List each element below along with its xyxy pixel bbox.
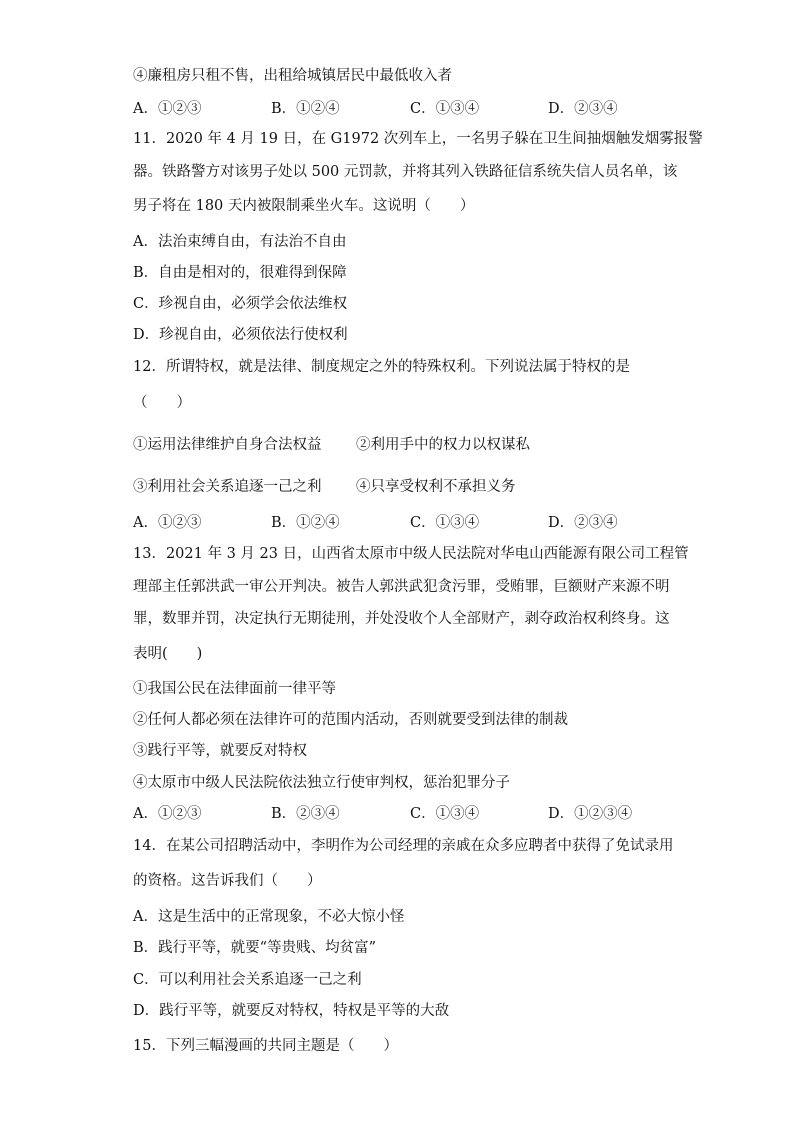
- q11-choice-a[interactable]: A．法治束缚自由，有法治不自由: [133, 234, 347, 250]
- q10-choice-d[interactable]: D．②③④: [548, 101, 618, 117]
- q11-choice-d[interactable]: D．珍视自由，必须依法行使权利: [133, 327, 348, 343]
- q15-stem-line-1: 15．下列三幅漫画的共同主题是（ ）: [133, 1038, 398, 1054]
- q12-item-3: ③利用社会关系追逐一己之利: [133, 479, 322, 495]
- q13-choice-b[interactable]: B．②③④: [271, 806, 340, 822]
- q12-choice-a[interactable]: A．①②③: [133, 515, 202, 531]
- q13-item-4: ④太原市中级人民法院依法独立行使审判权，惩治犯罪分子: [133, 775, 510, 791]
- q13-item-2: ②任何人都必须在法律许可的范围内活动，否则就要受到法律的制裁: [133, 712, 568, 728]
- q11-stem-line-1: 11．2020 年 4 月 19 日，在 G1972 次列车上，一名男子躲在卫生间抽烟触发烟雾报警: [133, 131, 703, 147]
- q14-choice-d[interactable]: D．践行平等，就要反对特权，特权是平等的大敌: [133, 1003, 450, 1019]
- q11-choice-b[interactable]: B．自由是相对的，很难得到保障: [133, 265, 347, 281]
- q10-choice-a[interactable]: A．①②③: [133, 101, 202, 117]
- q13-stem-line-2: 理部主任郭洪武一审公开判决。被告人郭洪武犯贪污罪，受贿罪，巨额财产来源不明: [133, 579, 670, 595]
- q13-choice-a[interactable]: A．①②③: [133, 806, 202, 822]
- q14-choice-c[interactable]: C．可以利用社会关系追逐一己之利: [133, 972, 362, 988]
- q13-stem-line-4: 表明( ): [133, 646, 203, 662]
- q14-choice-b[interactable]: B．践行平等，就要“等贵贱、均贫富”: [133, 940, 376, 956]
- q13-choice-c[interactable]: C．①③④: [410, 806, 480, 822]
- q10-choice-b[interactable]: B．①②④: [271, 101, 340, 117]
- q12-choice-b[interactable]: B．①②④: [271, 515, 340, 531]
- q11-choice-c[interactable]: C．珍视自由，必须学会依法维权: [133, 296, 348, 312]
- q12-item-1: ①运用法律维护自身合法权益: [133, 437, 322, 453]
- q13-stem-line-1: 13．2021 年 3 月 23 日，山西省太原市中级人民法院对华电山西能源有限公司工程管: [133, 546, 689, 562]
- q14-choice-a[interactable]: A．这是生活中的正常现象，不必大惊小怪: [133, 909, 405, 925]
- q12-item-2: ②利用手中的权力以权谋私: [356, 437, 530, 453]
- q10-choice-c[interactable]: C．①③④: [410, 101, 480, 117]
- q13-choice-d[interactable]: D．①②③④: [548, 806, 633, 822]
- q13-item-3: ③践行平等，就要反对特权: [133, 743, 307, 759]
- q12-item-4: ④只享受权利不承担义务: [356, 479, 516, 495]
- q11-stem-line-3: 男子将在 180 天内被限制乘坐火车。这说明（ ）: [133, 198, 475, 214]
- q12-stem-line-1: 12．所谓特权，就是法律、制度规定之外的特殊权利。下列说法属于特权的是: [133, 359, 630, 375]
- q11-stem-line-2: 器。铁路警方对该男子处以 500 元罚款，并将其列入铁路征信系统失信人员名单，该: [133, 164, 678, 180]
- q12-stem-line-2: （ ）: [133, 395, 191, 411]
- q13-stem-line-3: 罪，数罪并罚，决定执行无期徒刑，并处没收个人全部财产，剥夺政治权利终身。这: [133, 611, 670, 627]
- q10-item-4: ④廉租房只租不售，出租给城镇居民中最低收入者: [133, 68, 452, 84]
- q14-stem-line-1: 14．在某公司招聘活动中，李明作为公司经理的亲戚在众多应聘者中获得了免试录用: [133, 838, 674, 854]
- q12-choice-c[interactable]: C．①③④: [410, 515, 480, 531]
- q13-item-1: ①我国公民在法律面前一律平等: [133, 681, 336, 697]
- q14-stem-line-2: 的资格。这告诉我们（ ）: [133, 873, 322, 889]
- q12-choice-d[interactable]: D．②③④: [548, 515, 618, 531]
